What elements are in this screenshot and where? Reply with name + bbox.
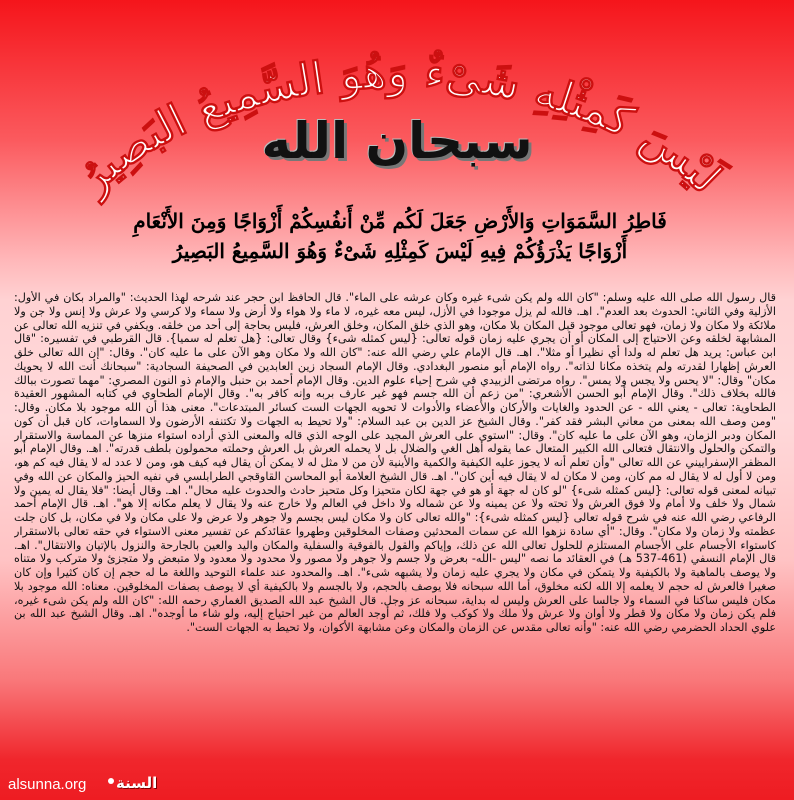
site-url[interactable]: alsunna.org	[8, 776, 87, 793]
quran-verse-line-2: أَزْوَاجًا يَذْرَؤُكُمْ فِيهِ لَيْسَ كَمِثْلِهِ شَىْءٌ وَهُوَ السَّمِيعُ البَصِيرُ	[172, 239, 628, 263]
arc-verse-text: لَيْسَ كَمِثْلِهِ شَىْءٌ وَهُوَ السَّمِيعُ البَصِيرُ	[67, 47, 731, 204]
article-body: قال رسول الله صلى الله عليه وسلم: "كان الله ولم يكن شىء غيره وكان عرشه على الماء". قال الحافظ ابن حجر عند شرحه لهذا الحديث: "والمراد بكان في الأول: الأزلية وفي الثاني: الحدوث بعد العدم". اهـ. فالله لم يزل موجودا في الأزل، ليس معه غيره، لا ماء ولا هواء ولا أرض ولا سماء ولا كرسي ولا عرش ولا إنس ولا جن ولا ملائكة ولا مكان ولا زمان، فهو تعالى موجود قبل المكان بلا مكان، وهو الذي خلق المكان، وخلق العرش، فليس بحاجة إلى أحد من خلقه. ويكفي في تنزيه الله تعالى عن المشابهة لخلقه وعن الاحتياج إلى المكان أو أن يجري عليه زمان قوله تعالى: {ليس كمثله شىء} وقال تعالى: {هل تعلم له سميا}. قال القرطبي في تفسيره: "قال ابن عباس: يريد هل تعلم له ولدا أي نظيرا أو مثلا". اهـ. قال الإمام علي رضي الله عنه: "كان الله ولا مكان وهو الآن على ما عليه كان". وقال: "إن الله تعالى خلق العرش إظهارا لقدرته ولم يتخذه مكانا لذاته". رواه الإمام أبو منصور البغدادي. وقال الإمام السجاد زين العابدين في الصحيفة السجادية: "سبحانك أنت الله لا يحويك مكان" وقال: "لا يحس ولا يجس ولا يمس". رواه مرتضى الزبيدي في شرح إحياء علوم الدين. وقال الإمام أحمد بن حنبل والإمام ذو النون المصري: "مهما تصورت ببالك فالله بخلاف ذلك". وقال الإمام أبو الحسن الأشعري: "من زعم أن الله جسم فهو غير عارف بربه وإنه كافر به". وقال الإمام الطحاوي في كتابه المشهور العقيدة الطحاوية: تعالى - يعني الله - عن الحدود والغايات والأركان والأعضاء والأدوات لا تحويه الجهات الست كسائر المبتدعات". معنى هذا أن الله موجود بلا مكان. وقال: "ومن وصف الله بمعنى من معاني البشر فقد كفر". وقال الشيخ عز الدين بن عبد السلام: "ولا تحيط به الجهات ولا تكتنفه الأرضون ولا السماوات، كان قبل أن كون المكان ودبر الزمان، وهو الآن على ما عليه كان". وقال: "استوى على العرش المجيد على الوجه الذي قاله والمعنى الذي أراده استواء منزها عن المماسة والاستقرار والتمكن والحلول والانتقال فتعالى الله الكبير المتعال عما يقوله أهل الغي والضلال بل لا يحمله العرش بل العرش وحملته محمولون بلطف قدرته". اهـ. وقال الإمام أبو المظفر الإسفراييني عن الله تعالى "وأن تعلم أنه لا يجوز عليه الكيفية والكمية والأينية لأن من لا مثل له لا يمكن أن يقال فيه كيف هو، ومن لا عدد له لا يقال فيه كم هو، ومن لا أول له لا يقال له مم كان، ومن لا مكان له لا يقال فيه أين كان". اهـ. قال الشيخ العلامة أبو المحاسن القاوقجي الطرابلسي في نفيه الحيز والمكان عن الله وفي تبيانه لمعنى قوله تعالى: {ليس كمثله شىء} "لو كان له جهة أو هو في جهة لكان متحيزا وكل متحيز حادث والحدوث عليه محال". اهـ. وقال أيضا: "فلا يقال له يمين ولا شمال ولا خلف ولا أمام ولا فوق العرش ولا تحته ولا عن يمينه ولا عن شماله ولا داخل في العالم ولا خارج عنه ولا يقال لا يعلم مكانه إلا هو". اهـ. قال الإمام أحمد الرفاعي رضي الله عنه في شرح قوله تعالى {ليس كمثله شىء}: "والله تعالى كان ولا مكان ليس بجسم ولا جوهر ولا عرض ولا على مكان ولا في مكان، بل كان جلت عظمته ولا زمان ولا مكان". وقال: "أي سادة نزهوا الله عن سمات المحدثين وصفات المخلوقين وطهروا عقائدكم عن تفسير معنى الاستواء في حقه تعالى بالاستقرار كاستواء الأجسام على الأجسام المستلزم للحلول تعالى الله عن ذلك، وإياكم والقول بالفوقية والسفلية والمكان واليد والعين بالجارحة والنزول بالإتيان والانتقال". اهـ. قال الإمام النسفي (461-537 هـ) في العقائد ما نصه "ليس -الله- بعرض ولا جسم ولا جوهر ولا مصور ولا محدود ولا معدود ولا متبعض ولا متجزئ ولا متركب ولا متناه ولا يوصف بالماهية ولا بالكيفية ولا يتمكن في مكان ولا يجري عليه زمان ولا يشبهه شىء". اهـ. والمحدود عند علماء التوحيد واللغة ما له حجم إن كان كثيرا وإن كان صغيرا فالعرش له حجم لا يعلمه إلا الله لكنه مخلوق، أما الله سبحانه فلا يوصف بالحجم، ولا بالجسم ولا بالكيفية أي لا يوصف بصفات المخلوقين. معناه: الله موجود بلا مكان فليس ساكنا في السماء ولا جالسا على العرش وليس له بداية، سبحانه عز وجل. قال الشيخ عبد الله الصديق الغماري رحمه الله: "كان الله ولم يكن شىء غيره، فلم يكن زمان ولا مكان ولا قطر ولا أوان ولا عرش ولا ملك ولا كوكب ولا فلك، ثم أوجد العالم من غير احتياج إليه، ولو شاء ما أوجده". اهـ. وقال الشيخ عبد الله بن علوي الحداد الحضرمي رضي الله عنه: "وأنه تعالى مقدس عن الزمان والمكان وعن مشابهة الأكوان، ولا تحيط به الجهات الست".	[14, 291, 776, 634]
footer-bar	[0, 770, 794, 800]
quran-verse-line-1: فَاطِرُ السَّمَوَاتِ وَالأَرْضِ جَعَلَ لَكُم مِّنْ أَنفُسِكُمْ أَزْوَاجًا وَمِنَ الأَنْعَامِ	[133, 209, 667, 233]
brand-logo: السنة	[116, 774, 158, 792]
page-title: سبحان الله	[261, 112, 533, 170]
logo-dot-icon	[108, 778, 114, 784]
